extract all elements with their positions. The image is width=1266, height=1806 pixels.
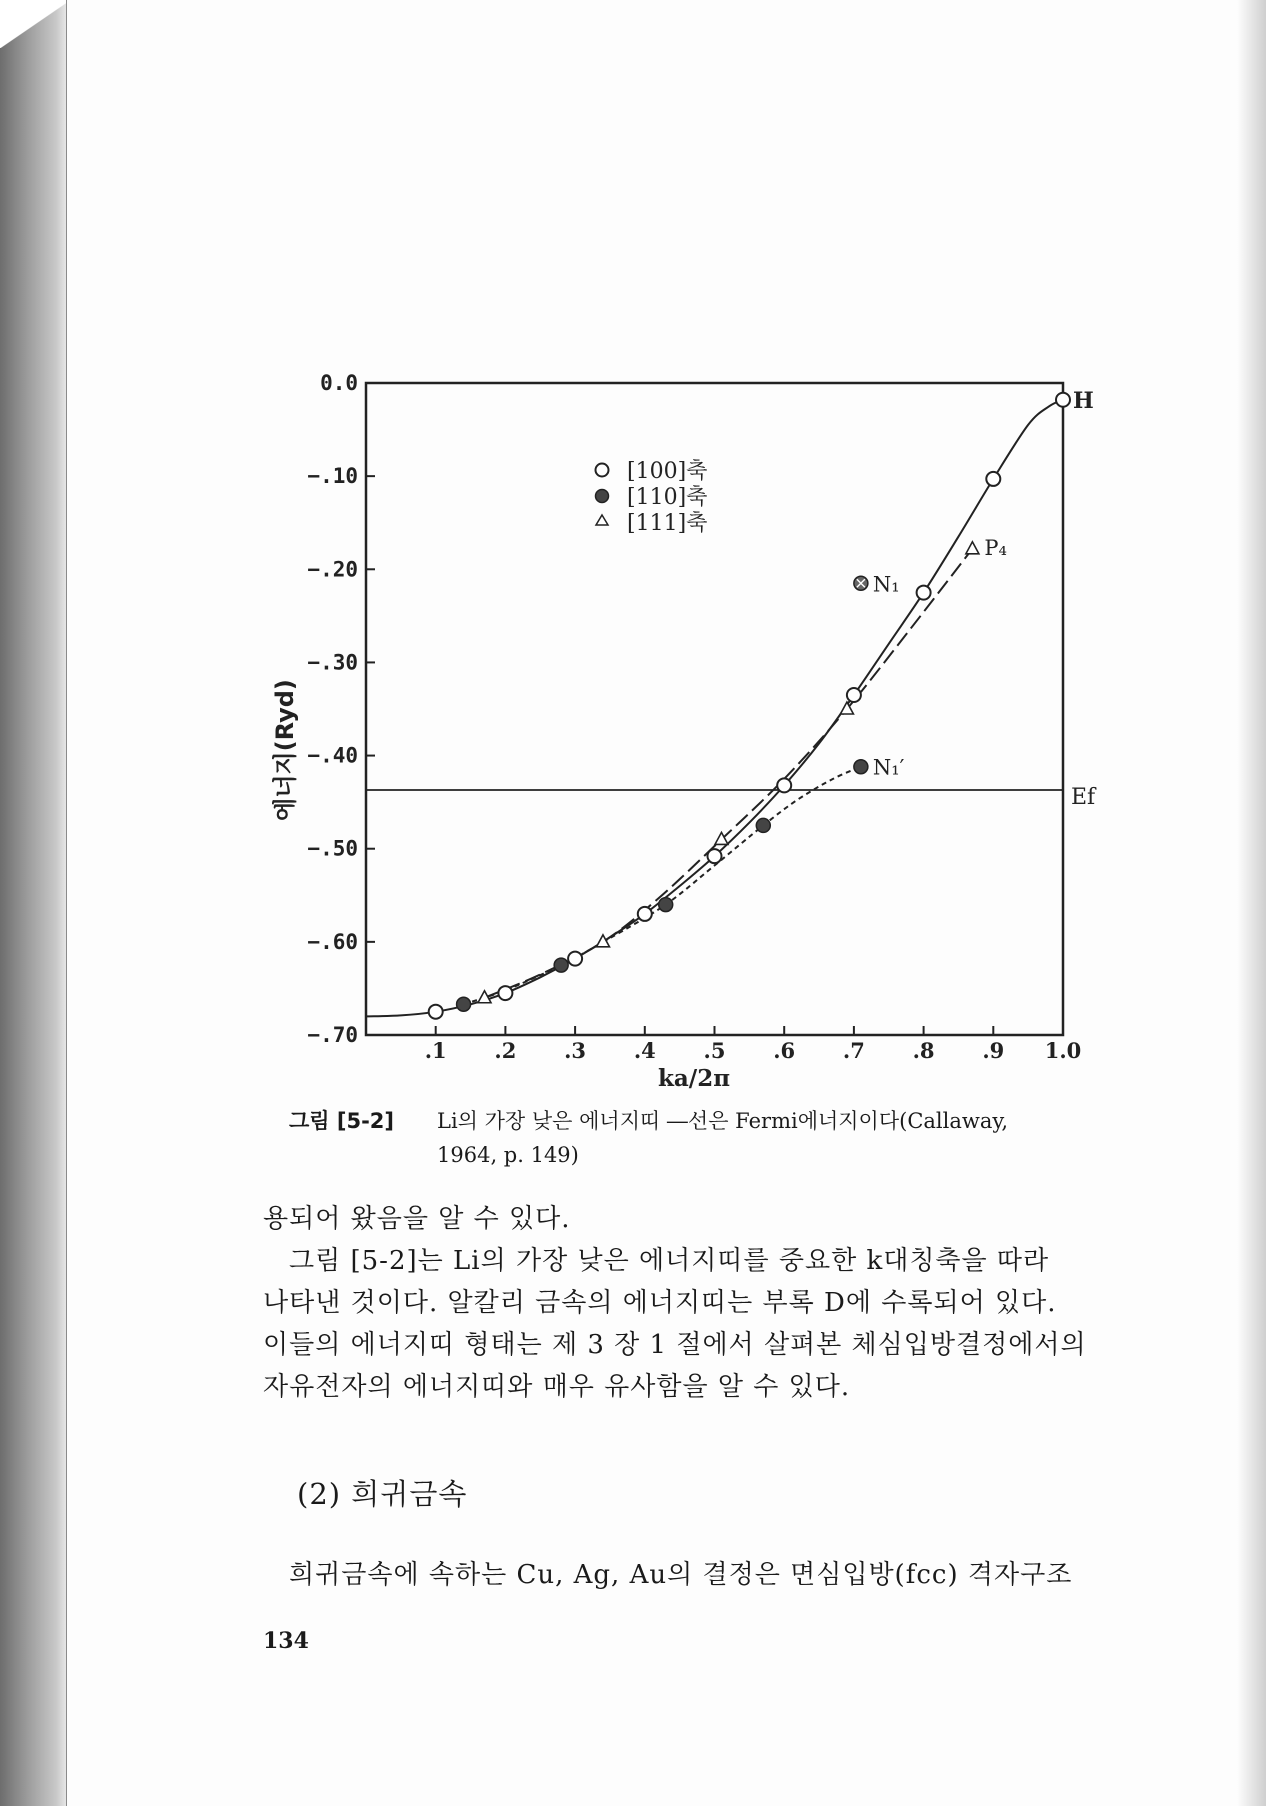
chart-legend: [596, 459, 708, 536]
band-curve-100: [366, 400, 1063, 1017]
point-100: [917, 586, 931, 600]
x-tick-label: .5: [703, 1038, 726, 1063]
band-curve-110: [464, 767, 861, 1005]
y-tick-label: −.20: [307, 557, 358, 582]
y-tick-label: −.70: [307, 1023, 358, 1047]
caption-line-2: 1964, p. 149): [437, 1143, 579, 1167]
x-tick-label: .9: [982, 1038, 1005, 1063]
y-tick-label: −.30: [307, 650, 358, 675]
figure-label: 그림 [5-2]: [289, 1109, 395, 1133]
band-curves: [366, 400, 1063, 1017]
legend-label-111: [111]축: [627, 511, 708, 536]
page-number: 134: [263, 1628, 309, 1654]
legend-open-circle-icon: [596, 464, 609, 477]
point-111: [966, 542, 979, 554]
annotation-fermi-energy: Ef: [1071, 785, 1096, 811]
annotation-p4: P₄: [984, 535, 1007, 560]
x-tick-label: 1.0: [1044, 1038, 1082, 1063]
point-111: [596, 935, 609, 947]
x-tick-label: .8: [912, 1038, 935, 1063]
annotation-n1: N₁: [872, 572, 900, 597]
y-tick-label: −.40: [307, 743, 358, 768]
y-tick-label: 0.0: [320, 371, 358, 395]
point-100: [498, 986, 512, 1000]
x-tick-label: .6: [773, 1038, 796, 1063]
x-tick-label: .1: [424, 1038, 447, 1063]
page-corner: [0, 0, 70, 48]
body-line-2: 그림 [5-2]는 Li의 가장 낮은 에너지띠를 중요한 k대칭축을 따라: [289, 1246, 1050, 1276]
point-100: [708, 849, 722, 863]
legend-filled-circle-icon: [596, 490, 609, 503]
section-heading: (2) 희귀금속: [297, 1477, 468, 1511]
point-100: [986, 472, 1000, 486]
point-100: [638, 907, 652, 921]
x-tick-label: .2: [494, 1038, 517, 1063]
point-100: [777, 778, 791, 792]
y-tick-label: −.10: [307, 464, 358, 489]
figure-caption: [289, 1104, 1169, 1172]
body-line-1: 용되어 왔음을 알 수 있다.: [263, 1204, 571, 1234]
point-110: [659, 898, 673, 912]
point-110: [554, 958, 568, 972]
body-paragraph: [263, 1198, 1163, 1408]
body-line-3: 나타낸 것이다. 알칼리 금속의 에너지띠는 부록 D에 수록되어 있다.: [263, 1288, 1057, 1318]
point-100: [568, 952, 582, 966]
plot-frame: [366, 383, 1063, 1035]
x-tick-label: .4: [633, 1038, 656, 1063]
legend-triangle-icon: [596, 515, 608, 525]
point-110: [457, 997, 471, 1011]
x-axis-label: ka/2π: [657, 1065, 731, 1092]
energy-band-chart: [67, 0, 1237, 1100]
data-markers: [429, 393, 1070, 1019]
book-spine-shadow: [0, 0, 66, 1806]
legend-label-110: [110]축: [627, 485, 708, 510]
body-line-4: 이들의 에너지띠 형태는 제 3 장 1 절에서 살펴본 체심입방결정에서의: [263, 1330, 1087, 1360]
x-tick-label: .7: [842, 1038, 865, 1063]
page-right-edge: [1236, 0, 1266, 1806]
x-axis-ticks: [425, 1026, 1082, 1063]
point-100: [1056, 393, 1070, 407]
section-paragraph: 희귀금속에 속하는 Cu, Ag, Au의 결정은 면심입방(fcc) 격자구조: [289, 1560, 1073, 1590]
point-100: [429, 1005, 443, 1019]
y-tick-label: −.60: [307, 929, 358, 954]
annotation-n1-prime: N₁′: [872, 755, 905, 780]
y-tick-label: −.50: [307, 836, 358, 861]
body-line-5: 자유전자의 에너지띠와 매우 유사함을 알 수 있다.: [263, 1372, 851, 1402]
caption-line-1: Li의 가장 낮은 에너지띠 ―선은 Fermi에너지이다(Callaway,: [437, 1109, 1009, 1133]
point-110: [854, 760, 868, 774]
book-page: [66, 0, 1237, 1806]
annotation-h: H: [1073, 387, 1094, 414]
point-100: [847, 688, 861, 702]
point-110: [756, 818, 770, 832]
legend-label-100: [100]축: [627, 459, 708, 484]
x-tick-label: .3: [564, 1038, 587, 1063]
y-axis-label: 에너지(Ryd): [271, 679, 299, 821]
